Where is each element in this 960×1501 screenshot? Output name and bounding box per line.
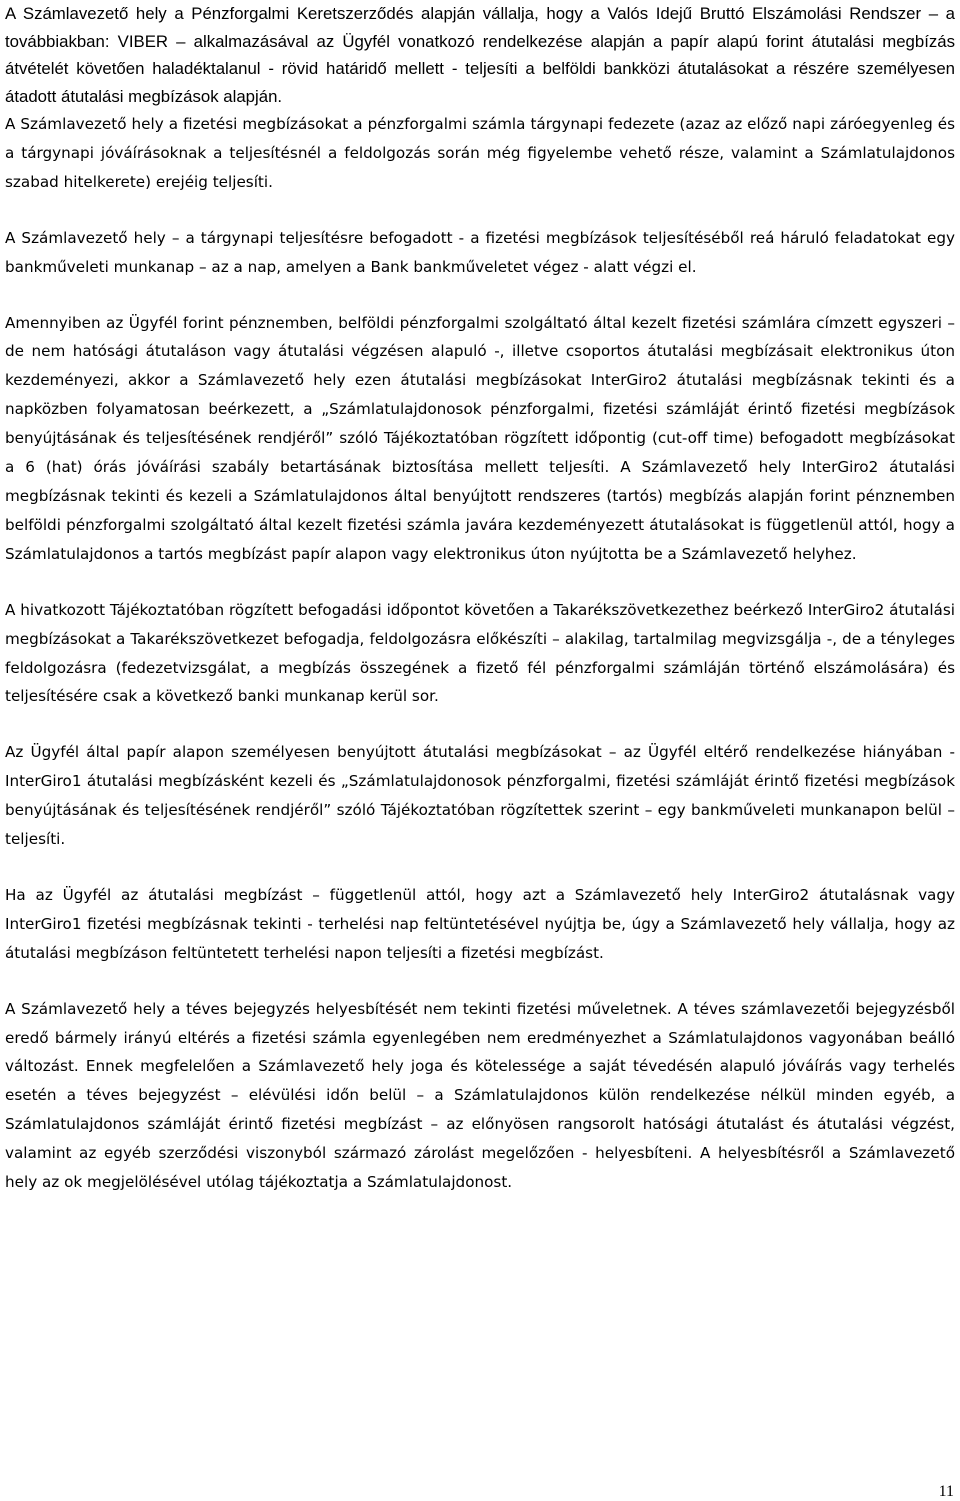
paragraph-cutoff: A hivatkozott Tájékoztatóban rögzített befogadási időpontot követően a Takarékszövetkezethez beérkező InterGiro2 átutalási megbízásokat a Takarékszövetkezet befogadja, feldolgozásra előkészíti – alakilag, tartalmilag megvizsgálja -, de a tényleges feldolgozásra (fedezetvizsgálat, a megbízás összegének a fizető fél pénzforgalmi számláján történő elszámolására) és teljesítésére csak a következő banki munkanap kerül sor.: [5, 600, 955, 706]
paragraph-coverage: A Számlavezető hely a fizetési megbízásokat a pénzforgalmi számla tárgynapi fedezete (azaz az előző napi záróegyenleg és a tárgynapi jóváírásoknak a teljesítésnél a feldolgozás során még figyelembe vehető része, valamint a Számlatulajdonos szabad hitelkerete) erejéig teljesíti.: [5, 115, 955, 191]
document-page: [5, 0, 955, 1197]
paragraph-correction: A Számlavezető hely a téves bejegyzés helyesbítését nem tekinti fizetési műveletnek. A téves számlavezetői bejegyzésből eredő bármely irányú eltérés a fizetési számla egyenlegében nem eredményezhet a Számlatulajdonos vagyonában beálló változást. Ennek megfelelően a Számlavezető hely joga és kötelessége a saját tévedésén alapuló jóváírás vagy terhelés esetén a téves bejegyzést – elévülési időn belül – a Számlatulajdonos külön rendelkezése nélkül minden egyéb, a Számlatulajdonos számláját érintő fizetési megbízást – az előnyösen rangsorolt hatósági átutalást és átutalási végzést, valamint az egyéb szerződési viszonyból származó zárolást megelőzően - helyesbíteni. A helyesbítésről a Számlavezető hely az ok megjelölésével utólag tájékoztatja a Számlatulajdonost.: [5, 999, 955, 1192]
paragraph-viber: A Számlavezető hely a Pénzforgalmi Keretszerződés alapján vállalja, hogy a Valós Idejű Bruttó Elszámolási Rendszer – a továbbiakban: VIBER – alkalmazásával az Ügyfél vonatkozó rendelkezése alapján a papír alapú forint átutalási megbízás átvételét követően haladéktalanul - rövid határidő mellett - teljesíti a belföldi bankközi átutalásokat a részére személyesen átadott átutalási megbízások alapján.: [5, 4, 955, 106]
paragraph-intergiro2: Amennyiben az Ügyfél forint pénznemben, belföldi pénzforgalmi szolgáltató által kezelt fizetési számlára címzett egyszeri – de nem hatósági átutaláson vagy átutalási végzésen alapuló -, illetve csoportos átutalási megbízásait elektronikus úton kezdeményezi, akkor a Számlavezető hely ezen átutalási megbízásokat InterGiro2 átutalási megbízásnak tekinti és a napközben folyamatosan beérkezett, a „Számlatulajdonosok pénzforgalmi, fizetési számláját érintő fizetési megbízások benyújtásának és teljesítésének rendjéről” szóló Tájékoztatóban rögzített időpontig (cut-off time) befogadott megbízásokat a 6 (hat) órás jóváírási szabály betartásának biztosítása mellett teljesíti. A Számlavezető hely InterGiro2 átutalási megbízásnak tekinti és kezeli a Számlatulajdonos által benyújtott rendszeres (tartós) megbízás alapján forint pénznemben belföldi pénzforgalmi szolgáltató által kezelt fizetési számla javára kezdeményezett átutalásokat is függetlenül attól, hogy a Számlatulajdonos a tartós megbízást papír alapon vagy elektronikus úton nyújtotta be a Számlavezető helyhez.: [5, 313, 955, 563]
paragraph-banking-day: A Számlavezető hely – a tárgynapi teljesítésre befogadott - a fizetési megbízások teljesítéséből reá háruló feladatokat egy bankműveleti munkanap – az a nap, amelyen a Bank bankműveletet végez - alatt végzi el.: [5, 228, 955, 276]
paragraph-intergiro1: Az Ügyfél által papír alapon személyesen benyújtott átutalási megbízásokat – az Ügyfél eltérő rendelkezése hiányában - InterGiro1 átutalási megbízásként kezeli és „Számlatulajdonosok pénzforgalmi, fizetési számláját érintő fizetési megbízások benyújtásának és teljesítésének rendjéről” szóló Tájékoztatóban rögzítettek szerint – egy bankműveleti munkanapon belül – teljesíti.: [5, 743, 955, 849]
page-number: 11: [938, 1483, 954, 1500]
paragraph-debit-date: Ha az Ügyfél az átutalási megbízást – függetlenül attól, hogy azt a Számlavezető hely InterGiro2 átutalásnak vagy InterGiro1 fizetési megbízásnak tekinti - terhelési nap feltüntetésével nyújtja be, úgy a Számlavezető hely vállalja, hogy az átutalási megbízáson feltüntetett terhelési napon teljesíti a fizetési megbízást.: [5, 885, 955, 962]
